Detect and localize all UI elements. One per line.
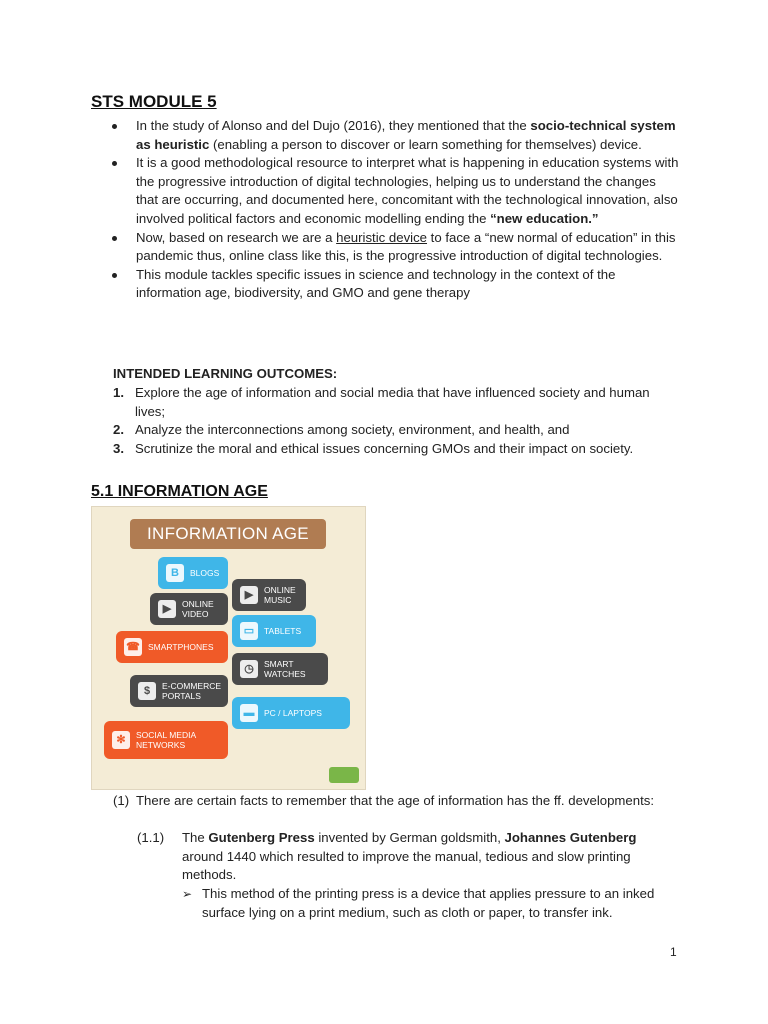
sub-fact: (1.1) The Gutenberg Press invented by German goldsmith, Johannes Gutenberg around 1440 which resulted to improve the manual, tedious and slow printing methods. (137, 830, 637, 883)
heuristic-device-link: heuristic device (336, 229, 428, 245)
bullet-item: It is a good methodological resource to interpret what is happening in education systems with the progressive introduction of digital technologies, helping us to understand the changes that are occurring, and documented here, concomitant with the technological innovation, also involved political factors and economic modelling ending the “new education.” (110, 154, 680, 228)
ilo-heading: INTENDED LEARNING OUTCOMES: (113, 366, 338, 381)
video-icon: ▶ (158, 600, 176, 618)
infographic-title: INFORMATION AGE (130, 519, 326, 549)
watch-icon: ◷ (240, 660, 258, 678)
fact-item: (1) There are certain facts to remember that the age of information has the ff. developments: (113, 793, 655, 808)
page-number: 1 (670, 945, 677, 959)
infographic-item: ▶ ONLINE MUSIC (232, 579, 306, 611)
music-icon: ▶ (240, 586, 258, 604)
publisher-logo (329, 767, 359, 783)
ecommerce-icon: $ (138, 682, 156, 700)
module-title: STS MODULE 5 (91, 92, 217, 111)
facts-list (113, 792, 683, 811)
infographic-item: $ E-COMMERCE PORTALS (130, 675, 228, 707)
outcome-item: 1. Explore the age of information and social media that have influenced society and human lives; (113, 385, 650, 419)
bullet-dot (112, 124, 117, 129)
bullet-item: Now, based on research we are a heuristic device to face a “new normal of education” in this pandemic thus, online class like this, is the progressive introduction of digital technologies. (110, 229, 680, 266)
intro-bullet-list (110, 117, 680, 303)
bullet-dot (112, 273, 117, 278)
outcome-item: 3. Scrutinize the moral and ethical issues concerning GMOs and their impact on society. (113, 440, 634, 456)
infographic-item: ☎ SMARTPHONES (116, 631, 228, 663)
outcome-item: 2. Analyze the interconnections among society, environment, and health, and (113, 422, 570, 438)
bullet-dot (112, 161, 117, 166)
infographic-item: ▬ PC / LAPTOPS (232, 697, 350, 729)
network-icon: ✻ (112, 731, 130, 749)
infographic-item: ▶ ONLINE VIDEO (150, 593, 228, 625)
bullet-dot (112, 236, 117, 241)
infographic-item: ✻ SOCIAL MEDIA NETWORKS (104, 721, 228, 759)
blog-icon: B (166, 564, 184, 582)
arrow-bullet-item: ➢ This method of the printing press is a device that applies pressure to an inked surface lying on a print medium, such as cloth or paper, to transfer ink. (182, 886, 655, 920)
arrow-icon: ➢ (182, 887, 193, 901)
smartphone-icon: ☎ (124, 638, 142, 656)
tablet-icon: ▭ (240, 622, 258, 640)
infographic-item: B BLOGS (158, 557, 228, 589)
information-age-infographic (91, 506, 366, 790)
bullet-item: This module tackles specific issues in science and technology in the context of the information age, biodiversity, and GMO and gene therapy (110, 266, 680, 303)
outcomes-list (113, 384, 683, 458)
laptop-icon: ▬ (240, 704, 258, 722)
section-title: 5.1 INFORMATION AGE (91, 483, 268, 500)
bullet-item: In the study of Alonso and del Dujo (2016), they mentioned that the socio-technical system as heuristic (enabling a person to discover or learn something for themselves) device. (110, 117, 680, 154)
infographic-item: ▭ TABLETS (232, 615, 316, 647)
infographic-item: ◷ SMART WATCHES (232, 653, 328, 685)
